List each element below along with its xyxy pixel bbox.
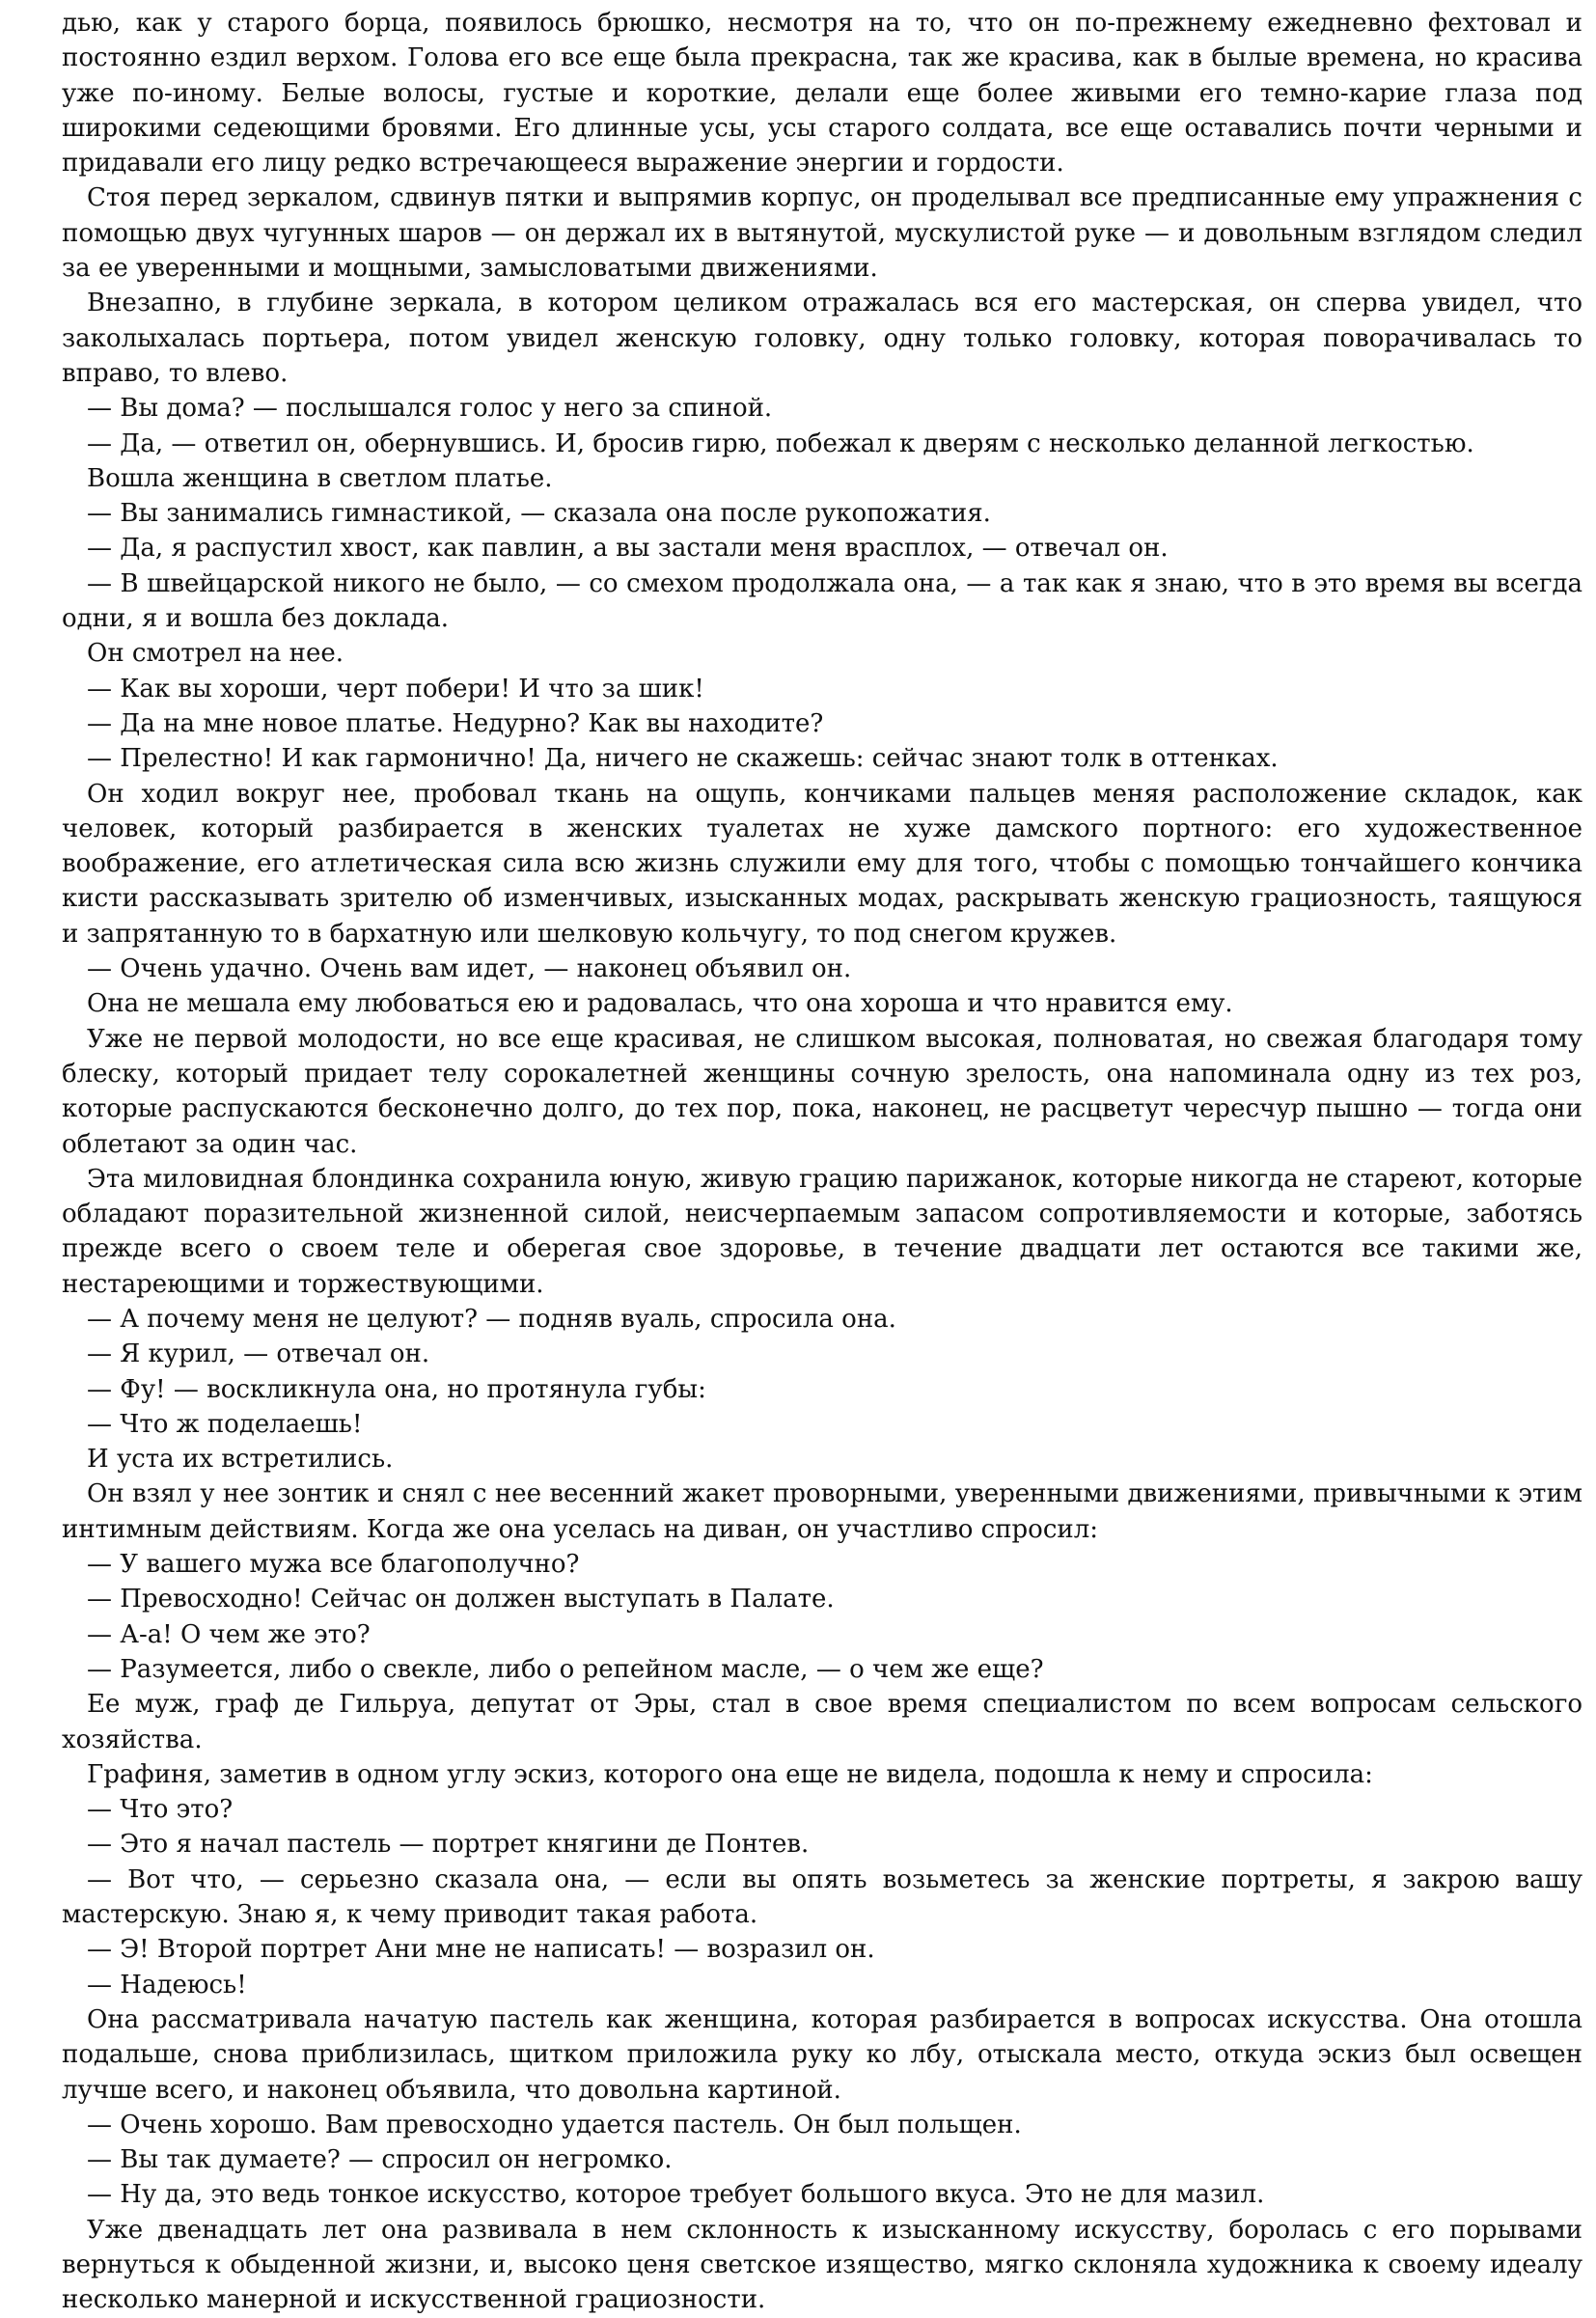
paragraph: Стоя перед зеркалом, сдвинув пятки и выпрямив корпус, он проделывал все предписанные ему упражнения с помощью двух чугунных шаров — он держал их в вытянутой, мускулистой руке — и довольным взглядом следил за ее уверенными и мощными, замысловатыми движениями. (62, 183, 1582, 284)
paragraph: Он ходил вокруг нее, пробовал ткань на ощупь, кончиками пальцев меняя расположение складок, как человек, который разбирается в женских туалетах не хуже дамского портного: его художественное воображение, его атлетическая сила всю жизнь служили ему для того, чтобы с помощью тончайшего кончика кисти рассказывать зрителю об изменчивых, изысканных модах, раскрывать женскую грациозность, таящуюся и запрятанную то в бархатную или шелковую кольчугу, то под снегом кружев. (62, 779, 1582, 949)
paragraph: Она рассматривала начатую пастель как женщина, которая разбирается в вопросах искусства. Она отошла подальше, снова приблизилась, щитком приложила руку ко лбу, отыскала место, откуда эскиз был освещен лучше всего, и наконец объявила, что довольна картиной. (62, 2004, 1582, 2105)
paragraph: Она не мешала ему любоваться ею и радовалась, что она хороша и что нравится ему. (87, 989, 1233, 1019)
paragraph: дью, как у старого борца, появилось брюшко, несмотря на то, что он по-прежнему ежедневно фехтовал и постоянно ездил верхом. Голова его все еще была прекрасна, так же красива, как в былые времена, но красива уже по-иному. Белые волосы, густые и короткие, делали еще более живыми его темно-карие глаза под широкими седеющими бровями. Его длинные усы, усы старого солдата, все еще оставались почти черными и придавали его лицу редко встречающееся выражение энергии и гордости. (62, 9, 1582, 179)
dialogue-line: — У вашего мужа все благополучно? (87, 1550, 580, 1580)
dialogue-line: — Очень удачно. Очень вам идет, — наконец объявил он. (87, 954, 852, 984)
paragraph: Вошла женщина в светлом платье. (87, 463, 553, 493)
paragraph: Графиня, заметив в одном углу эскиз, которого она еще не видела, подошла к нему и спросила: (87, 1759, 1373, 1789)
dialogue-line: — Вы дома? — послышался голос у него за спиной. (87, 394, 773, 424)
paragraph: Внезапно, в глубине зеркала, в котором целиком отражалась вся его мастерская, он сперва увидел, что заколыхалась портьера, потом увидел женскую головку, одну только головку, которая поворачивалась то вправо, то влево. (62, 289, 1582, 388)
dialogue-line: — Да, я распустил хвост, как павлин, а вы застали меня врасплох, — отвечал он. (87, 534, 1169, 564)
paragraph: Он смотрел на нее. (87, 639, 344, 669)
dialogue-line: — Превосходно! Сейчас он должен выступать в Палате. (87, 1585, 835, 1614)
paragraph: Он взял у нее зонтик и снял с нее весенний жакет проворными, уверенными движениями, привычными к этим интимным действиям. Когда же она уселась на диван, он участливо спросил: (62, 1479, 1582, 1544)
paragraph: Ее муж, граф де Гильруа, депутат от Эры, стал в свое время специалистом по всем вопросам сельского хозяйства. (62, 1690, 1582, 1754)
dialogue-line: — Очень хорошо. Вам превосходно удается пастель. Он был польщен. (87, 2110, 1022, 2139)
dialogue-line: — Что это? (87, 1795, 234, 1825)
dialogue-line: — Как вы хороши, черт побери! И что за шик! (87, 674, 704, 704)
dialogue-line: — Ну да, это ведь тонкое искусство, которое требует большого вкуса. Это не для мазил. (87, 2180, 1265, 2210)
dialogue-line: — А-а! О чем же это? (87, 1619, 371, 1649)
dialogue-line: — Вы занимались гимнастикой, — сказала она после рукопожатия. (87, 499, 991, 529)
dialogue-line: — Вот что, — серьезно сказала она, — если вы опять возьметесь за женские портреты, я закрою вашу мастерскую. Знаю я, к чему приводит такая работа. (62, 1864, 1582, 1930)
dialogue-line: — Прелестно! И как гармонично! Да, ничего не скажешь: сейчас знают толк в оттенках. (87, 744, 1279, 774)
dialogue-line: — Да на мне новое платье. Недурно? Как вы находите? (87, 708, 824, 738)
dialogue-line: — Надеюсь! (87, 1970, 247, 2000)
dialogue-line: — Э! Второй портрет Ани мне не написать! — возразил он. (87, 1935, 875, 1965)
dialogue-line: — Вы так думаете? — спросил он негромко. (87, 2145, 673, 2175)
paragraph: Уже не первой молодости, но все еще красивая, не слишком высокая, полноватая, но свежая благодаря тому блеску, который придает телу сорокалетней женщины сочную зрелость, она напоминала одну из тех роз, которые распускаются бесконечно долго, до тех пор, пока, наконец, не расцветут чересчур пышно — тогда они облетают за один час. (62, 1024, 1582, 1159)
dialogue-line: — А почему меня не целуют? — подняв вуаль, спросила она. (87, 1304, 896, 1334)
document-page (62, 6, 1582, 2318)
paragraph: Уже двенадцать лет она развивала в нем склонность к изысканному искусству, боролась с его порывами вернуться к обыденной жизни, и, высоко ценя светское изящество, мягко склоняла художника к своему идеалу несколько манерной и искусственной грациозности. (62, 2215, 1582, 2315)
dialogue-line: — Фу! — воскликнула она, но протянула губы: (87, 1374, 706, 1404)
dialogue-line: — Что ж поделаешь! (87, 1409, 363, 1439)
paragraph: Эта миловидная блондинка сохранила юную, живую грацию парижанок, которые никогда не стареют, которые обладают поразительной жизненной силой, неисчерпаемым запасом сопротивляемости и которые, заботясь прежде всего о своем теле и оберегая свое здоровье, в течение двадцати лет остаются все такими же, нестареющими и торжествующими. (62, 1164, 1582, 1299)
dialogue-line: — Да, — ответил он, обернувшись. И, бросив гирю, побежал к дверям с несколько деланной легкостью. (87, 428, 1474, 458)
dialogue-line: — Это я начал пастель — портрет княгини де Понтев. (87, 1830, 810, 1860)
dialogue-line: — Я курил, — отвечал он. (87, 1339, 430, 1369)
paragraph: И уста их встретились. (87, 1445, 394, 1475)
dialogue-line: — В швейцарской никого не было, — со смехом продолжала она, — а так как я знаю, что в это время вы всегда одни, я и вошла без доклада. (62, 568, 1582, 634)
dialogue-line: — Разумеется, либо о свекле, либо о репейном масле, — о чем же еще? (87, 1654, 1044, 1684)
